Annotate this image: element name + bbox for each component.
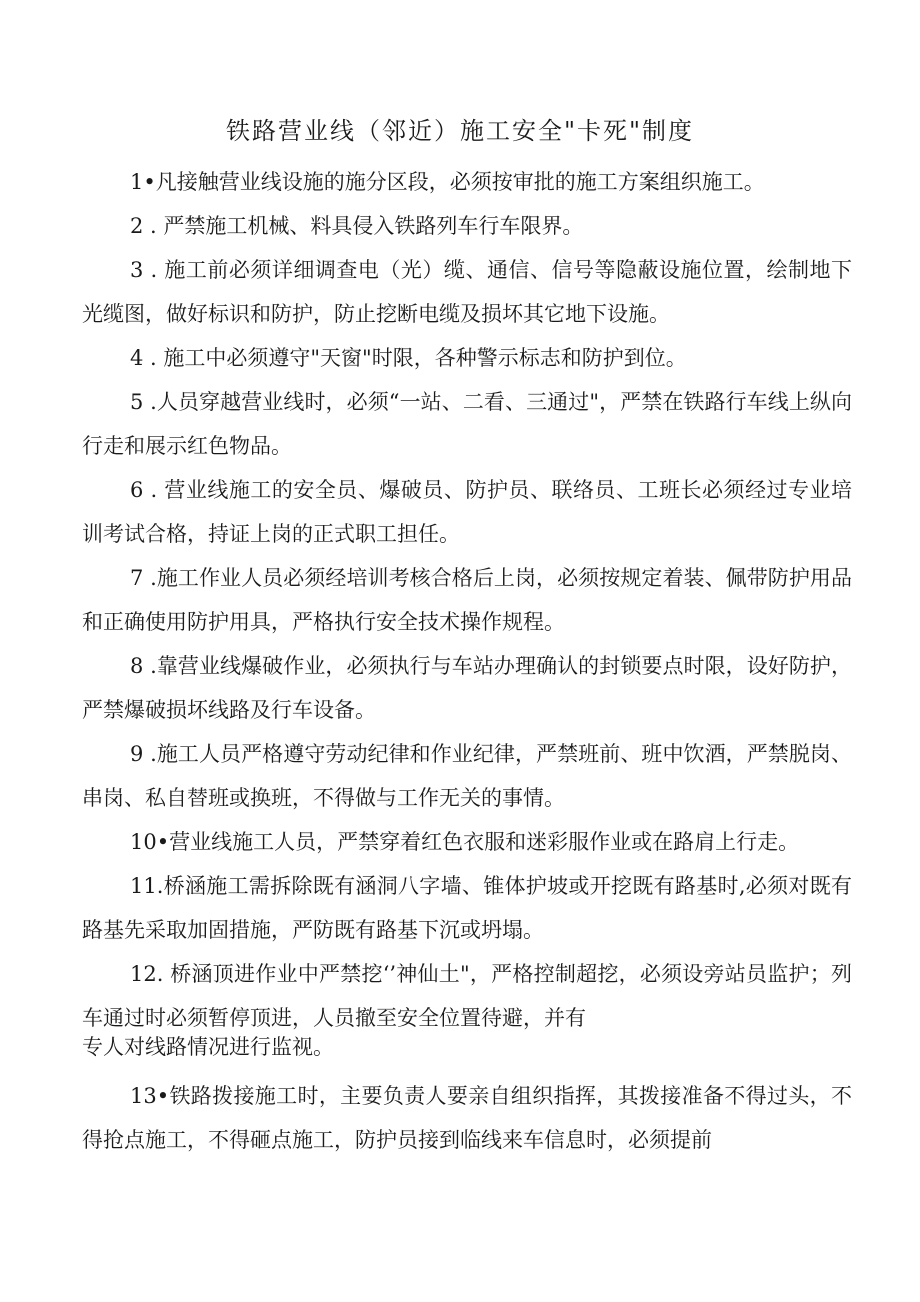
rule-item-3: 3 . 施工前必须详细调查电（光）缆、通信、信号等隐蔽设施位置，绘制地下光缆图，做好标识和防护，防止挖断电缆及损坏其它地下设施。 xyxy=(82,258,852,326)
rule-item-11: 11.桥涵施工需拆除既有涵洞八字墙、锥体护坡或开挖既有路基时,必须对既有路基先采取加固措施，严防既有路基下沉或坍塌。 xyxy=(82,874,852,942)
rule-item-9: 9 .施工人员严格遵守劳动纪律和作业纪律，严禁班前、班中饮酒，严禁脱岗、串岗、私自替班或换班，不得做与工作无关的事情。 xyxy=(82,742,852,810)
rule-item-13: 13•铁路拨接施工时，主要负责人要亲自组织指挥，其拨接准备不得过头，不得抢点施工，不得砸点施工，防护员接到临线来车信息时，必须提前 xyxy=(82,1084,852,1152)
rule-item-6: 6 . 营业线施工的安全员、爆破员、防护员、联络员、工班长必须经过专业培训考试合格，持证上岗的正式职工担任。 xyxy=(82,478,852,546)
document-title: 铁路营业线（邻近）施工安全"卡死"制度 xyxy=(225,117,695,145)
rule-item-1: 1•凡接触营业线设施的施分区段，必须按审批的施工方案组织施工。 xyxy=(130,170,765,194)
rule-item-2: 2 . 严禁施工机械、料具侵入铁路列车行车限界。 xyxy=(130,214,584,238)
rule-item-12-continuation: 专人对线路情况进行监视。 xyxy=(82,1035,334,1059)
rule-item-7: 7 .施工作业人员必须经培训考核合格后上岗，必须按规定着装、佩带防护用品和正确使用防护用具，严格执行安全技术操作规程。 xyxy=(82,566,852,634)
rule-item-4: 4 . 施工中必须遵守"天窗"时限，各种警示标志和防护到位。 xyxy=(130,346,687,370)
document-body xyxy=(82,160,852,1162)
rule-item-10: 10•营业线施工人员，严禁穿着红色衣服和迷彩服作业或在路肩上行走。 xyxy=(130,830,800,854)
rule-item-5: 5 .人员穿越营业线时，必须“一站、二看、三通过"，严禁在铁路行车线上纵向行走和展示红色物品。 xyxy=(82,390,852,458)
rule-item-12: 12. 桥涵顶进作业中严禁挖‘’神仙土"，严格控制超挖，必须设旁站员监护；列车通过时必须暂停顶进，人员撤至安全位置待避，并有 xyxy=(82,962,852,1030)
rule-item-8: 8 .靠营业线爆破作业，必须执行与车站办理确认的封锁要点时限，设好防护，严禁爆破损坏线路及行车设备。 xyxy=(82,654,852,722)
